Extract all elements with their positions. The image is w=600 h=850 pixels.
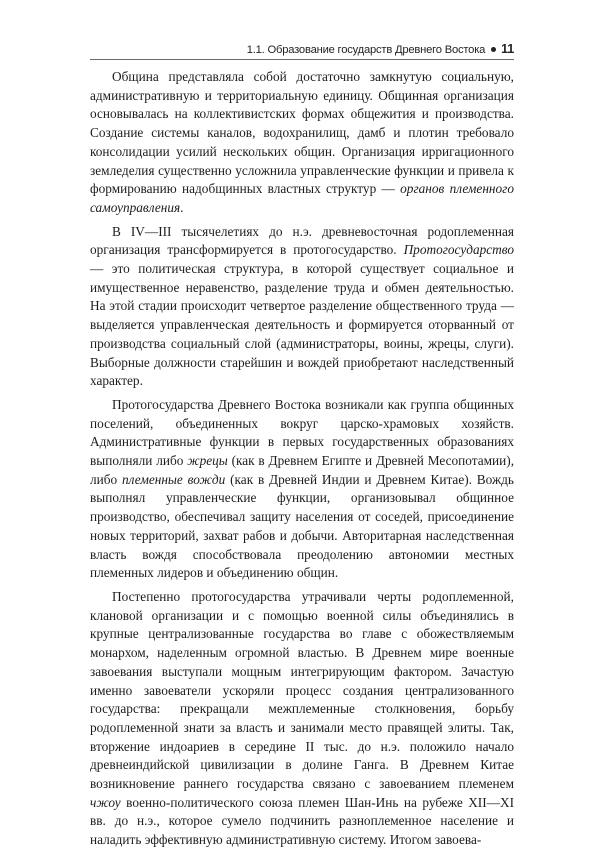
italic-term: Протогосударство [403, 242, 514, 258]
page-number: 11 [501, 42, 514, 56]
bullet-icon [491, 47, 496, 52]
paragraph [90, 396, 514, 583]
section-title: 1.1. Образование государств Древнего Востока [246, 44, 486, 56]
text-run: Протогосударства Древнего Востока возникали как группа общинных поселений, объединенных вокруг царско-храмовых хозяйств. Административные функции в первых государственных образованиях выполняли либо [90, 396, 514, 469]
text-run: Община представляла собой достаточно замкнутую социальную, административную и территориальную единицу. Общинная организация основывалась на коллективистских формах общежития и производства. Создание системы каналов, водохранилищ, дамб и плотин требовало консолидации усилий нескольких общин. Организация ирригационного земледелия существенно усложнила управленческие функции и привела к формированию надобщинных властных структур — [90, 69, 514, 197]
paragraph [90, 223, 514, 391]
text-run: (как в Древней Индии и Древнем Китае). Вождь выполнял управленческие функции, организовывал общинное производство, обеспечивал защиту населения от соседей, присоединение новых территорий, захват рабов и добычи. Авторитарная наследственная власть вождя способствовала преодолению автономии местных племенных лидеров и объединению общин. [90, 471, 514, 581]
italic-term: органов племенного самоуправления [90, 181, 515, 215]
text-run: военно-политического союза племен Шан-Инь на рубеже XII—XI вв. до н.э., которое сумело подчинить разноплеменное население и наладить эффективную административную систему. Итогом завоева- [90, 794, 514, 848]
header-rule [90, 59, 514, 60]
text-run: . [180, 199, 184, 215]
running-head [90, 40, 514, 58]
italic-term: племенные вожди [121, 471, 226, 487]
italic-term: чжоу [90, 794, 121, 810]
italic-term: жрецы [187, 453, 228, 469]
text-run: В IV—III тысячелетиях до н.э. древневосточная родоплеменная организация трансформируется в протогосударство. [90, 223, 514, 258]
paragraph [90, 68, 514, 218]
text-run: — это политическая структура, в которой существует социальное и имущественное неравенство, разделение труда и обмен деятельностью. На этой стадии происходит четвертое разделение общественного труда — выделяется управленческая деятельность и формируется оторванный от производства социальный слой (администраторы, воины, жрецы, слуги). Выборные должности старейшин и вождей приобретают наследственный характер. [90, 261, 514, 389]
paragraph [90, 588, 514, 850]
text-run: Постепенно протогосударства утрачивали черты родоплеменной, клановой организации и с помощью военной силы объединялись в крупные централизованные государства во главе с обожествляемым монархом, наделенным огромной властью. В Древнем мире военные завоевания выступали мощным интегрирующим фактором. Зачастую именно завоеватели ускоряли процесс создания централизованного государства: прекращали межплеменные столкновения, борьбу родоплеменной знати за власть и занимали место правящей элиты. Так, вторжение индоариев в середине II тыс. до н.э. положило начало древнеиндийской цивилизации в долине Ганга. В Древнем Китае возникновение раннего государства связано с завоеванием племенем [90, 588, 514, 792]
body-text [90, 68, 514, 850]
text-run: (как в Древнем Египте и Древней Месопотамии), либо [90, 453, 515, 487]
